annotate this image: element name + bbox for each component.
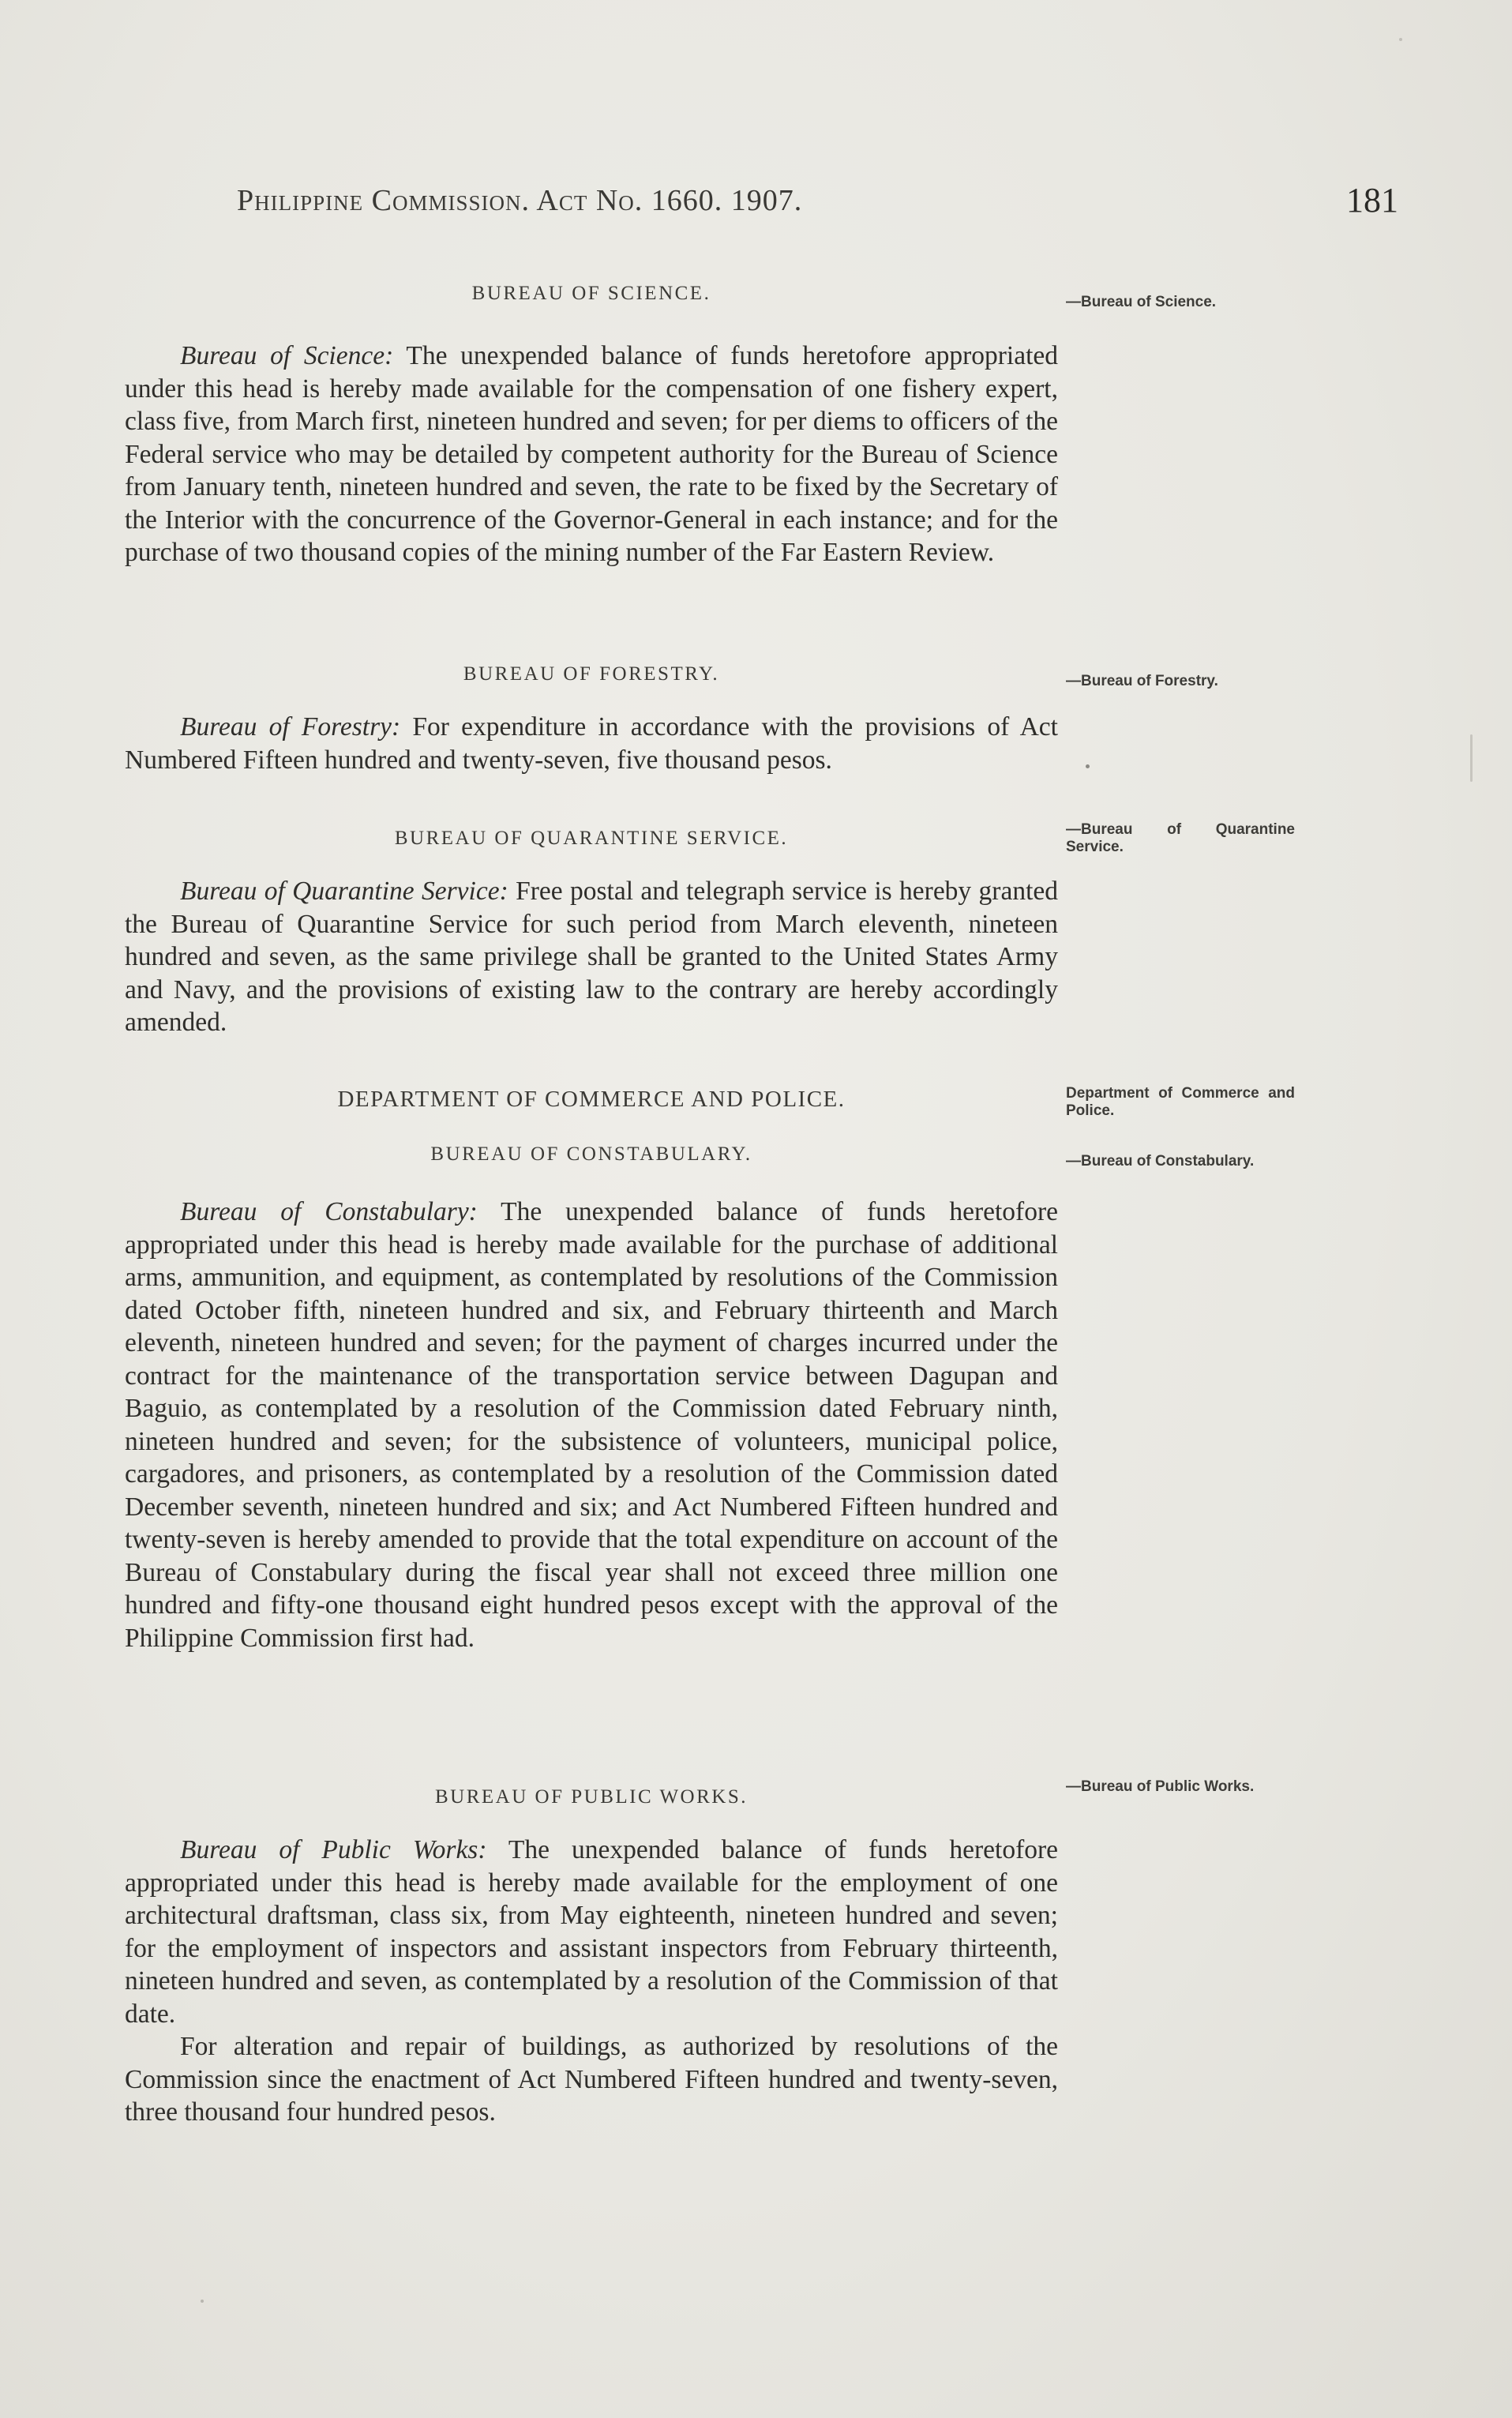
margin-note-bureau-of-science: —Bureau of Science. (1066, 294, 1217, 310)
lead-bureau-of-quarantine: Bureau of Quarantine Service: (180, 877, 508, 906)
margin-note-bureau-of-constabulary: —Bureau of Constabulary. (1066, 1153, 1255, 1170)
paragraph-bureau-of-quarantine (125, 875, 1058, 1039)
margin-note-department-of-commerce: Department of Commerce and Police. (1066, 1085, 1295, 1119)
heading-bureau-of-science: BUREAU OF SCIENCE. (471, 283, 711, 304)
page-number: 181 (1346, 181, 1398, 220)
body-bureau-of-quarantine: Free postal and telegraph service is hereby granted the Bureau of Quarantine Service for such period from March eleventh, nineteen hundred and seven, as the same privilege shall be granted to the United States Army and Navy, and the provisions of existing law to the contrary are hereby accordingly amended. (125, 877, 1059, 1037)
margin-note-bureau-of-quarantine: —Bureau of Quarantine Service. (1066, 821, 1295, 855)
margin-note-bureau-of-forestry: —Bureau of Forestry. (1066, 673, 1218, 689)
margin-note-bureau-of-public-works: —Bureau of Public Works. (1066, 1778, 1255, 1795)
paper-speck (1399, 38, 1402, 41)
lead-bureau-of-public-works: Bureau of Public Works: (180, 1835, 487, 1864)
body-bureau-of-constabulary: The unexpended balance of funds heretofore appropriated under this head is hereby made available for the purchase of additional arms, ammunition, and equipment, as contemplated by resolutions of the Commission dated October fifth, nineteen hundred and six, and February thirteenth and March eleventh, nineteen hundred and seven; for the payment of charges incurred under the contract for the maintenance of the transportation service between Dagupan and Baguio, as contemplated by a resolution of the Commission dated February ninth, nineteen hundred and seven; for the subsistence of volunteers, municipal police, cargadores, and prisoners, as contemplated by a resolution of the Commission dated December seventh, nineteen hundred and six; and Act Numbered Fifteen hundred and twenty-seven is hereby amended to provide that the total expenditure on account of the Bureau of Constabulary during the fiscal year shall not exceed three million one hundred and fifty-one thousand eight hundred pesos except with the approval of the Philippine Commission first had. (125, 1197, 1058, 1653)
heading-bureau-of-public-works: BUREAU OF PUBLIC WORKS. (435, 1786, 748, 1808)
heading-bureau-of-forestry: BUREAU OF FORESTRY. (463, 663, 720, 685)
heading-bureau-of-quarantine: BUREAU OF QUARANTINE SERVICE. (394, 828, 789, 849)
paragraph-bureau-of-public-works (125, 1834, 1058, 2129)
paragraph-alteration-and-repair: For alteration and repair of buildings, as authorized by resolutions of the Commission since the enactment of Act Numbered Fifteen hundred and twenty-seven, three thousand four hundred pesos. (125, 2032, 1058, 2127)
paper-speck (201, 2300, 204, 2303)
paper-speck (1086, 764, 1090, 768)
paper-speck (1470, 734, 1473, 782)
running-head: Philippine Commission. Act No. 1660. 1907. (237, 184, 803, 217)
paragraph-bureau-of-constabulary (125, 1196, 1058, 1654)
lead-bureau-of-science: Bureau of Science: (180, 341, 394, 370)
paragraph-bureau-of-forestry (125, 711, 1058, 776)
lead-bureau-of-forestry: Bureau of Forestry: (180, 712, 401, 742)
body-bureau-of-forestry: For expenditure in accordance with the provisions of Act Numbered Fifteen hundred and twenty-seven, five thousand pesos. (125, 712, 1058, 775)
body-bureau-of-science: The unexpended balance of funds heretofore appropriated under this head is hereby made available for the compensation of one fishery expert, class five, from March first, nineteen hundred and seven; for per diems to officers of the Federal service who may be detailed by competent authority for the Bureau of Science from January tenth, nineteen hundred and seven, the rate to be fixed by the Secretary of the Interior with the concurrence of the Governor-General in each instance; and for the purchase of two thousand copies of the mining number of the Far Eastern Review. (125, 341, 1058, 567)
lead-bureau-of-constabulary: Bureau of Constabulary: (180, 1197, 478, 1226)
paragraph-bureau-of-science (125, 340, 1058, 569)
heading-department-of-commerce-and-police: DEPARTMENT OF COMMERCE AND POLICE. (337, 1087, 846, 1112)
heading-bureau-of-constabulary: BUREAU OF CONSTABULARY. (430, 1143, 752, 1165)
body-bureau-of-public-works: The unexpended balance of funds heretofore appropriated under this head is hereby made available for the employment of one architectural draftsman, class six, from May eighteenth, nineteen hundred and seven; for the employment of inspectors and assistant inspectors from February thirteenth, nineteen hundred and seven, as contemplated by a resolution of the Commission of that date. (125, 1835, 1058, 2029)
